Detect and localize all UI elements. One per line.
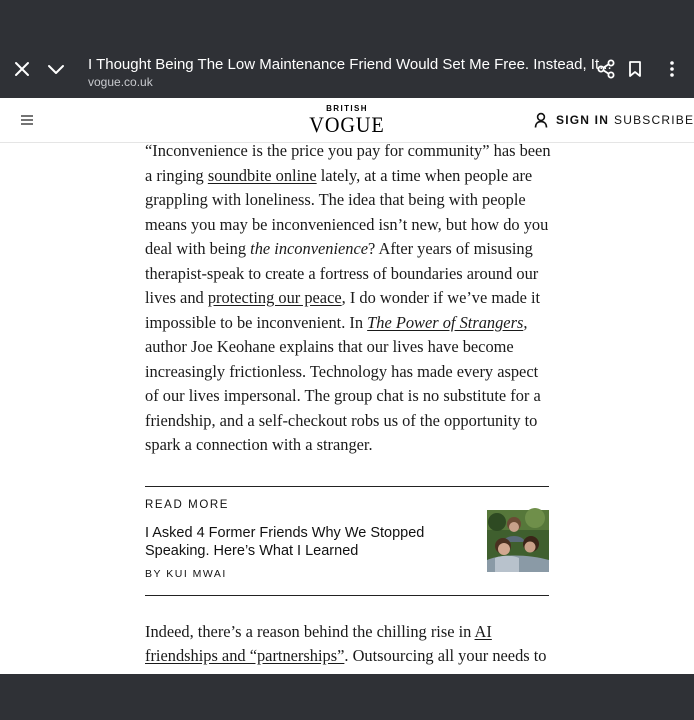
sign-in-button[interactable] <box>534 110 609 130</box>
read-more-title[interactable]: I Asked 4 Former Friends Why We Stopped Speaking. Here’s What I Learned <box>145 524 425 559</box>
logo-big-text: VOGUE <box>309 112 385 137</box>
sign-in-label: SIGN IN <box>556 113 610 127</box>
logo-small-text: BRITISH <box>326 104 368 113</box>
site-header <box>0 98 694 143</box>
status-bar <box>0 0 694 40</box>
menu-icon[interactable] <box>14 108 40 132</box>
browser-toolbar <box>0 40 694 98</box>
emphasis-text: the inconvenience <box>250 239 369 258</box>
navigation-bar <box>0 674 694 720</box>
text-run: . Outsourcing all your needs to <box>344 646 547 665</box>
read-more-thumbnail[interactable] <box>487 510 549 572</box>
article-paragraph <box>145 139 555 458</box>
text-run: , author Joe Keohane explains that our lives have become increasingly frictionless. Technology has made every aspect of our lives impersonal. The group chat is no substitute for a friendship, and a self-checkout robs us of the opportunity to spark a connection with a stranger. <box>145 312 541 454</box>
read-more-card[interactable] <box>145 486 549 596</box>
subscribe-link[interactable]: SUBSCRIBE <box>614 113 694 127</box>
bookmark-icon[interactable] <box>615 40 655 98</box>
read-more-byline: BY KUI MWAI <box>145 567 227 580</box>
more-vert-icon[interactable] <box>652 40 692 98</box>
chevron-down-icon[interactable] <box>36 40 76 98</box>
page-title: I Thought Being The Low Maintenance Friend Would Set Me Free. Instead, It... <box>88 56 612 73</box>
soundbite-online-link[interactable]: soundbite online <box>207 165 317 185</box>
vogue-logo[interactable] <box>297 104 397 136</box>
text-run: “Inconvenience is the price you pay for community” has been a ringing <box>145 141 551 185</box>
text-run: Indeed, there’s a reason behind the chilling rise in <box>145 621 475 641</box>
text-run: , I do wonder if we’ve made it impossible to be inconvenient. In <box>145 288 541 332</box>
power-of-strangers-link[interactable] <box>367 313 523 332</box>
ai-friendships-link[interactable]: AI friendships and “partnerships” <box>145 621 492 665</box>
user-icon <box>534 112 548 128</box>
protecting-our-peace-link[interactable]: protecting our peace <box>207 288 342 307</box>
page-url: vogue.co.uk <box>88 75 153 89</box>
read-more-label: READ MORE <box>145 498 230 511</box>
book-title: The Power of Strangers <box>367 312 524 332</box>
text-run: ? After years of misusing therapist-speak to create a fortress of boundaries around our lives and <box>145 239 539 307</box>
article-body <box>145 143 555 674</box>
text-run: lately, at a time when people are grappling with loneliness. The idea that being with people means you may be inconvenienced isn’t new, but how do you deal with being <box>145 165 549 258</box>
